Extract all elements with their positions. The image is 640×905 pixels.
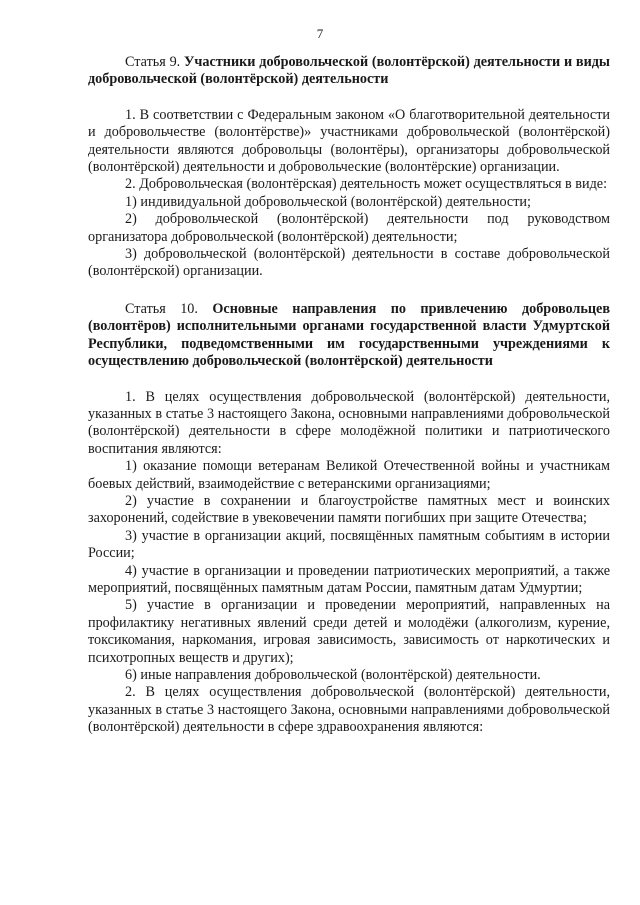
article-10-list-item: 1) оказание помощи ветеранам Великой Отечественной войны и участникам боевых действий, взаимодействие с ветеранскими организациями; bbox=[88, 458, 610, 492]
article-10-list-item: 4) участие в организации и проведении патриотических мероприятий, а также мероприятий, посвящённых памятным датам России, памятным датам Удмуртии; bbox=[88, 562, 610, 596]
page-number: 7 bbox=[316, 26, 324, 41]
article-10-list-item: 5) участие в организации и проведении мероприятий, направленных на профилактику негативных явлений среди детей и молодёжи (алкоголизм, курение, токсикомания, наркомания, игровая зависимость, зависимость от наркотических и психотропных веществ и других); bbox=[88, 597, 610, 666]
article-10-paragraph: 2. В целях осуществления добровольческой (волонтёрской) деятельности, указанных в статье 3 настоящего Закона, основными направлениями добровольческой (волонтёрской) деятельности в сфере здравоохранения являются: bbox=[88, 684, 610, 736]
article-9-list-item: 3) добровольческой (волонтёрской) деятельности в составе добровольческой (волонтёрской) организации. bbox=[88, 246, 610, 280]
article-10-heading bbox=[88, 301, 610, 371]
article-10-label: Статья 10. bbox=[125, 300, 198, 317]
article-10-list-item: 6) иные направления добровольческой (волонтёрской) деятельности. bbox=[125, 667, 541, 683]
article-9-label: Статья 9. bbox=[125, 54, 181, 70]
article-9-list-item: 1) индивидуальной добровольческой (волонтёрской) деятельности; bbox=[125, 193, 531, 210]
document-body bbox=[88, 54, 610, 737]
article-9-title: Участники добровольческой (волонтёрской) деятельности и виды добровольческой (волонтёрской) деятельности bbox=[88, 54, 611, 88]
article-10-paragraph: 1. В целях осуществления добровольческой (волонтёрской) деятельности, указанных в статье 3 настоящего Закона, основными направлениями добровольческой (волонтёрской) деятельности в сфере молодёжной политики и патриотического воспитания являются: bbox=[88, 388, 610, 457]
article-10-list-item: 3) участие в организации акций, посвящённых памятным событиям в истории России; bbox=[88, 527, 610, 562]
article-10-title: Основные направления по привлечению добровольцев (волонтёров) исполнительными органами государственной власти Удмуртской Республики, подведомственными им государственными учреждениями к осуществлению добровольческой (волонтёрской) деятельности bbox=[88, 300, 611, 370]
article-9-list-item: 2) добровольческой (волонтёрской) деятельности под руководством организатора добровольческой (волонтёрской) деятельности; bbox=[88, 211, 610, 245]
article-9-paragraph: 2. Добровольческая (волонтёрская) деятельность может осуществляться в виде: bbox=[125, 176, 608, 193]
article-9-paragraph: 1. В соответствии с Федеральным законом «О благотворительной деятельности и добровольчестве (волонтёрстве)» участниками добровольческой (волонтёрской) деятельности являются добровольцы (волонтёры), организаторы добровольческой (волонтёрской) деятельности и добровольческие (волонтёрские) организации. bbox=[88, 106, 610, 176]
article-10-list-item: 2) участие в сохранении и благоустройстве памятных мест и воинских захоронений, содействие в увековечении памяти погибших при защите Отечества; bbox=[88, 492, 610, 527]
article-9-heading bbox=[88, 54, 610, 89]
